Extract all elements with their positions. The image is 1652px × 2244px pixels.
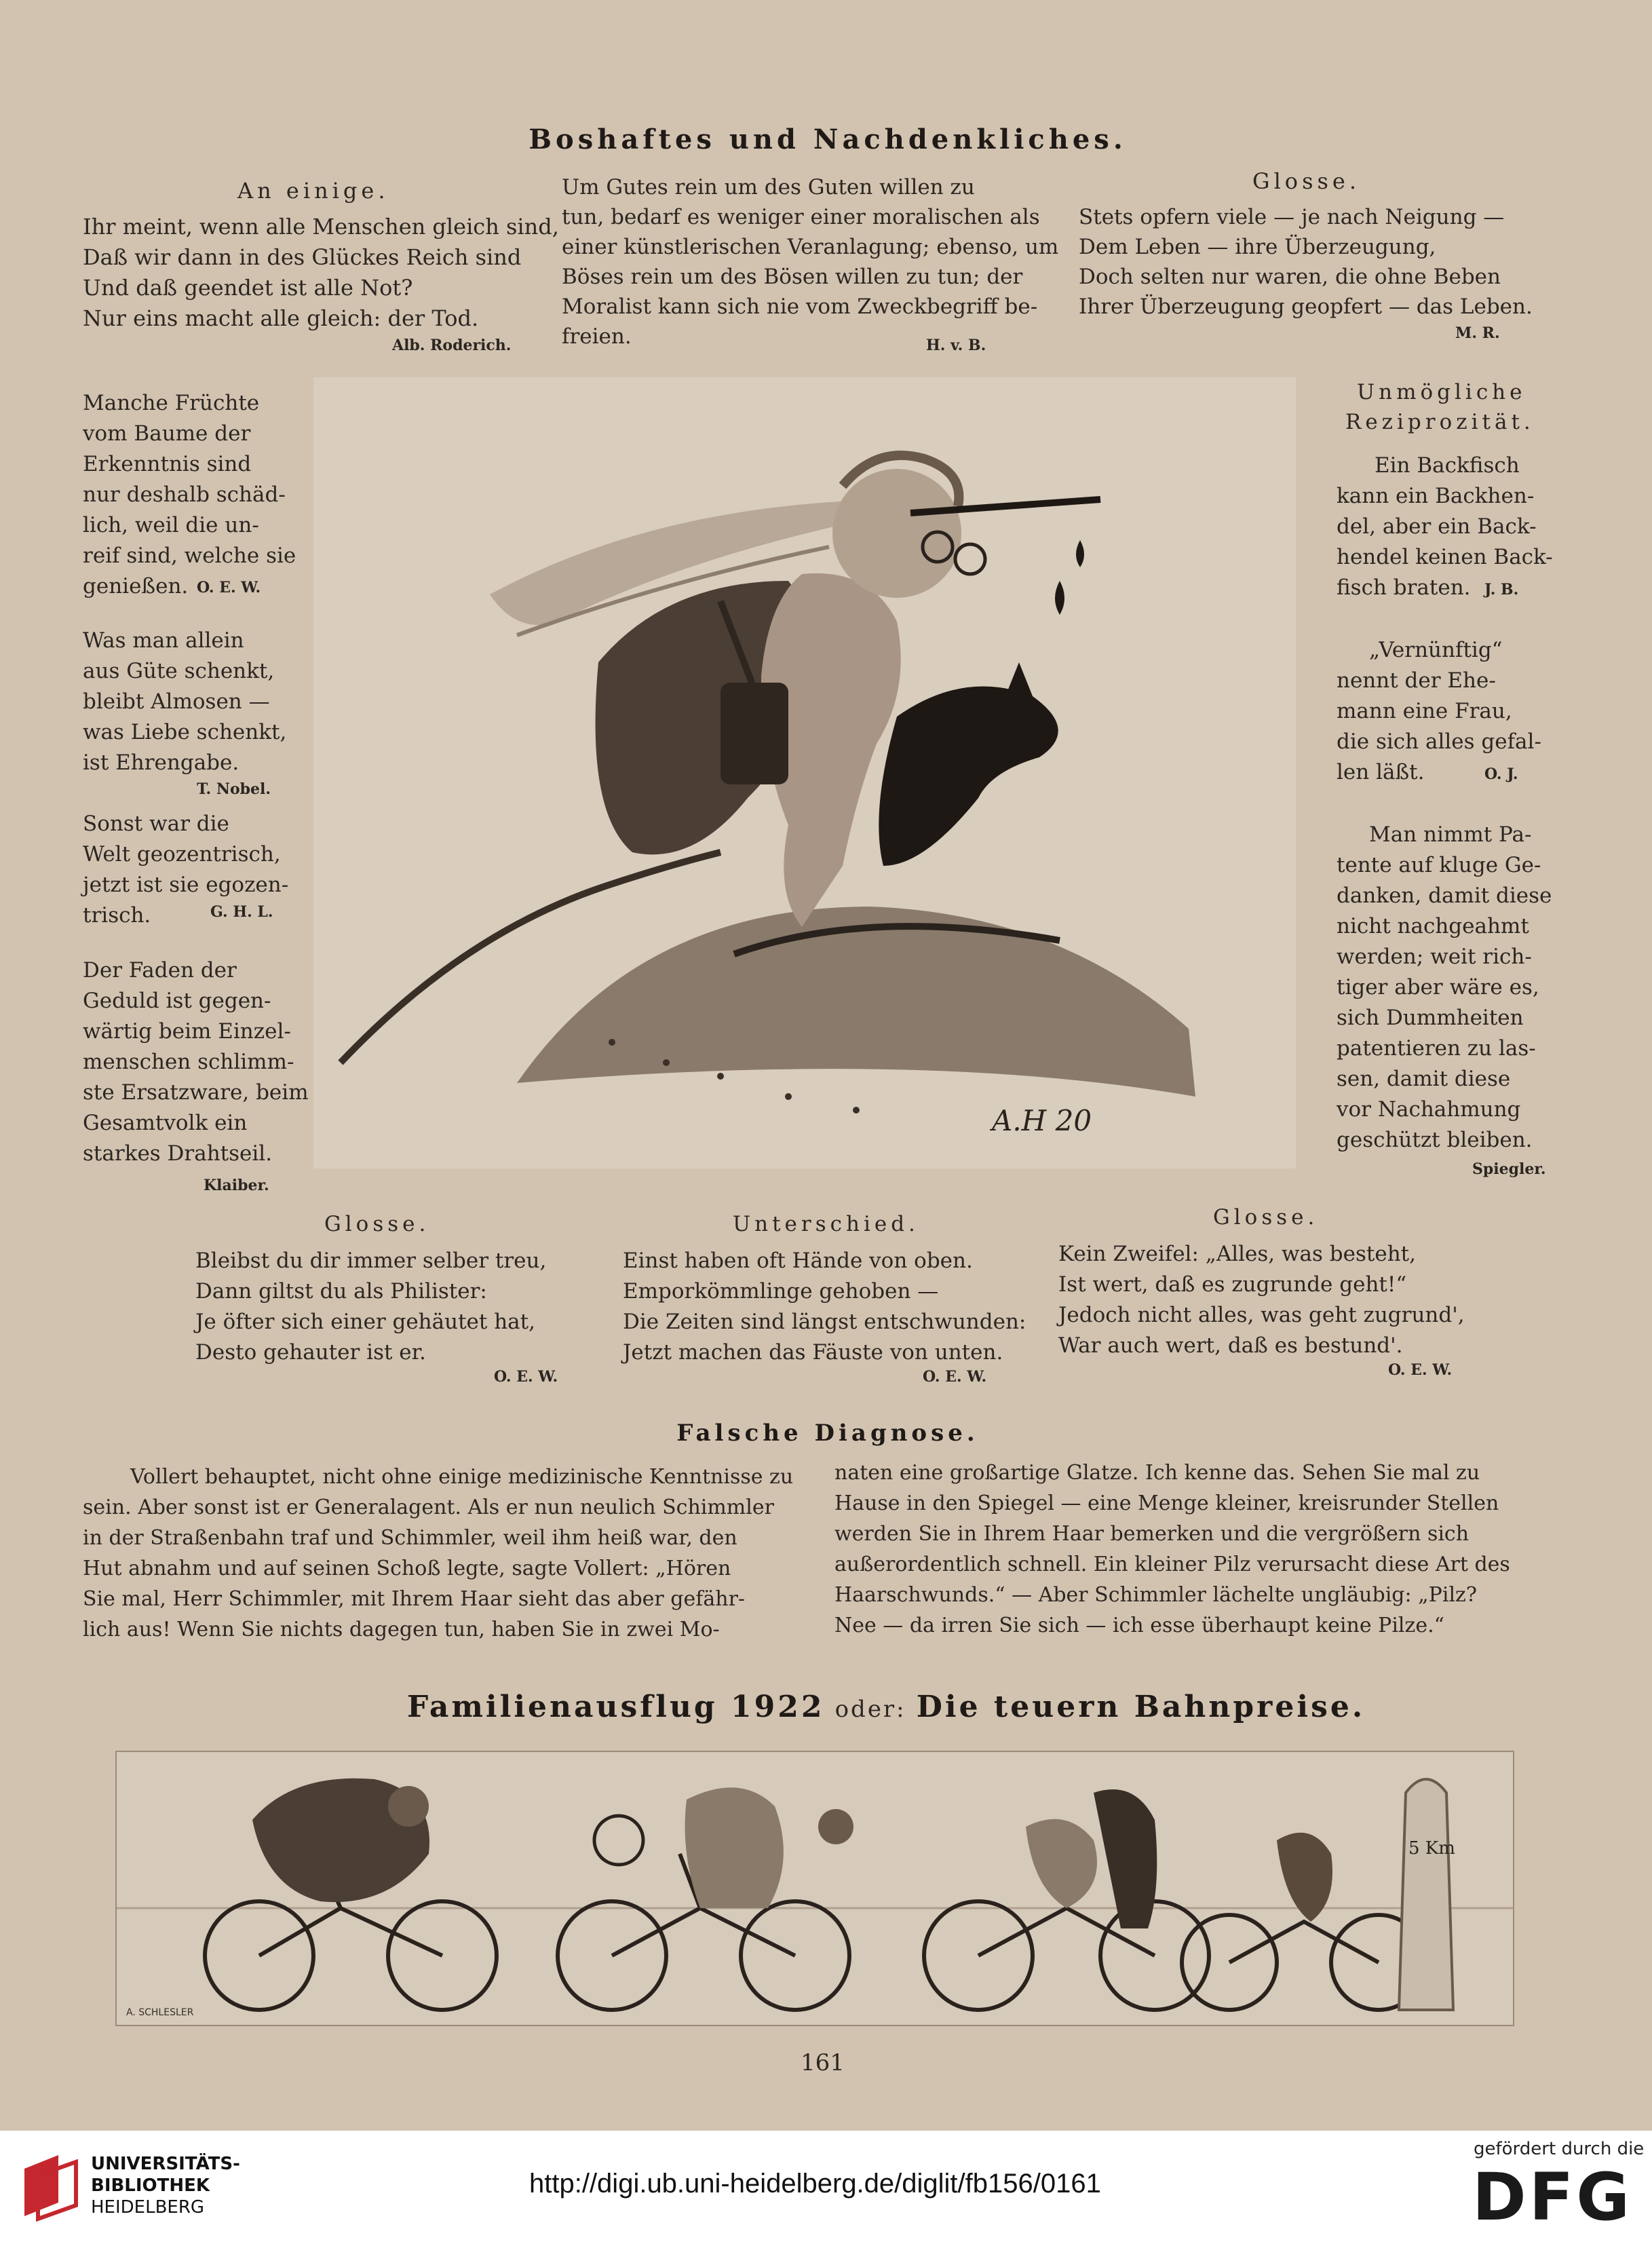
text-line: kann ein Backhen- — [1337, 484, 1535, 508]
story-left-column — [83, 1462, 795, 1645]
signature: O. J. — [1484, 765, 1518, 783]
bicycle-cartoon-strip — [115, 1751, 1514, 2026]
signature: Spiegler. — [1472, 1160, 1546, 1178]
poem-line: Einst haben oft Hände von oben. — [623, 1249, 973, 1273]
poem-line: Doch selten nur waren, die ohne Beben — [1079, 265, 1501, 289]
signature: H. v. B. — [926, 337, 986, 354]
poem-line: Jedoch nicht alles, was geht zugrund', — [1058, 1303, 1465, 1327]
aphorism-almosen — [83, 626, 286, 778]
text-line: Vollert behauptet, nicht ohne einige medizinische Kenntnisse zu — [130, 1465, 794, 1489]
poem-glosse-2 — [195, 1246, 546, 1368]
poem-line: Ihr meint, wenn alle Menschen gleich sind, — [83, 214, 559, 240]
poem-line: Dann giltst du als Philister: — [195, 1279, 487, 1304]
aphorism-backfisch — [1337, 451, 1553, 603]
page-number: 161 — [801, 2049, 845, 2076]
text-line: außerordentlich schnell. Ein kleiner Pilz verursacht diese Art des — [834, 1553, 1510, 1576]
text-line: geschützt bleiben. — [1337, 1128, 1533, 1152]
text-line: Der Faden der — [83, 958, 237, 983]
poem-heading-an-einige: An einige. — [237, 178, 389, 204]
text-line: Nee — da irren Sie sich — ich esse überhaupt keine Pilze.“ — [834, 1614, 1444, 1637]
aphorism-faden — [83, 955, 309, 1169]
library-name-line1: UNIVERSITÄTS- — [91, 2154, 240, 2174]
central-illustration — [313, 377, 1296, 1168]
digitization-footer — [0, 2131, 1652, 2244]
milestone-label: 5 Km — [1408, 1838, 1455, 1859]
text-line: Haarschwunds.“ — Aber Schimmler lächelte ungläubig: „Pilz? — [834, 1583, 1477, 1607]
text-line: einer künstlerischen Veranlagung; ebenso, um — [562, 235, 1059, 259]
poem-heading-glosse: Glosse. — [1252, 168, 1361, 194]
cartoon-heading — [407, 1690, 1366, 1724]
text-line: patentieren zu las- — [1337, 1036, 1536, 1061]
poem-line: Stets opfern viele — je nach Neigung — — [1079, 205, 1505, 229]
bicycle-group-1 — [205, 1779, 497, 2010]
text-line: fisch braten. — [1337, 575, 1471, 600]
poem-unterschied — [623, 1246, 1026, 1368]
permalink-url[interactable]: http://digi.ub.uni-heidelberg.de/diglit/fb156/0161 — [529, 2169, 1101, 2199]
text-line: lich aus! Wenn Sie nichts dagegen tun, haben Sie in zwei Mo- — [83, 1618, 720, 1641]
signature: O. E. W. — [923, 1368, 987, 1386]
signature: G. H. L. — [210, 903, 273, 921]
poem-glosse-1 — [1079, 202, 1533, 322]
text-line: „Vernünftig“ — [1369, 638, 1503, 662]
dfg-logo[interactable]: DFG — [1472, 2159, 1633, 2235]
poem-line: Bleibst du dir immer selber treu, — [195, 1249, 547, 1273]
text-line: Ein Backfisch — [1375, 453, 1520, 478]
cartoon-heading-oder: oder: — [834, 1696, 906, 1723]
cartoon-heading-part2: Die teuern Bahnpreise. — [916, 1690, 1366, 1724]
text-line: in der Straßenbahn traf und Schimmler, weil ihm heiß war, den — [83, 1526, 737, 1550]
cartoon-heading-part1: Familienausflug 1922 — [407, 1690, 825, 1724]
poem-heading-unterschied: Unterschied. — [733, 1212, 919, 1236]
text-line: Hut abnahm und auf seinen Schoß legte, sagte Vollert: „Hören — [83, 1557, 731, 1580]
text-line: vom Baume der — [83, 421, 251, 446]
text-line: die sich alles gefal- — [1337, 729, 1541, 754]
cherub-on-hobbyhorse-drawing — [313, 377, 1296, 1168]
poem-line: Dem Leben — ihre Überzeugung, — [1079, 235, 1436, 259]
signature: O. E. W. — [197, 579, 261, 596]
text-line: trisch. — [83, 903, 151, 928]
text-line: Gesamtvolk ein — [83, 1111, 248, 1135]
text-line: tiger aber wäre es, — [1337, 975, 1539, 1000]
text-line: werden; weit rich- — [1337, 945, 1532, 969]
text-line: sen, damit diese — [1337, 1067, 1511, 1091]
text-line: sein. Aber sonst ist er Generalagent. Als er nun neulich Schimmler — [83, 1496, 774, 1519]
heading-reziprozitaet: Reziprozität. — [1345, 410, 1535, 434]
signature: T. Nobel. — [197, 780, 271, 798]
library-logo-icon — [18, 2148, 83, 2223]
text-line: danken, damit diese — [1337, 883, 1552, 908]
text-line: nennt der Ehe- — [1337, 668, 1496, 693]
signature: J. B. — [1484, 581, 1519, 598]
text-line: lich, weil die un- — [83, 513, 259, 537]
signature: O. E. W. — [1388, 1361, 1453, 1379]
text-line: Sonst war die — [83, 812, 229, 836]
poem-glosse-3 — [1058, 1239, 1465, 1361]
text-line: starkes Drahtseil. — [83, 1141, 273, 1166]
text-line: del, aber ein Back- — [1337, 514, 1537, 539]
poem-line: Die Zeiten sind längst entschwunden: — [623, 1310, 1026, 1334]
text-line: ist Ehrengabe. — [83, 750, 239, 775]
text-line: Moralist kann sich nie vom Zweckbegriff be- — [562, 294, 1038, 319]
text-line: vor Nachahmung — [1337, 1097, 1521, 1122]
poem-heading-glosse: Glosse. — [1213, 1205, 1319, 1230]
text-line: wärtig beim Einzel- — [83, 1019, 291, 1044]
bicycle-group-4 — [1182, 1833, 1426, 2010]
text-line: reif sind, welche sie — [83, 544, 296, 568]
text-line: Was man allein — [83, 628, 244, 653]
text-line: len läßt. — [1337, 760, 1425, 784]
poem-line: Emporkömmlinge gehoben — — [623, 1279, 939, 1304]
aphorism-patente — [1337, 820, 1552, 1156]
funding-label: gefördert durch die — [1474, 2139, 1645, 2159]
text-line: hendel keinen Back- — [1337, 545, 1553, 569]
poem-heading-glosse: Glosse. — [324, 1212, 430, 1236]
text-line: Welt geozentrisch, — [83, 842, 281, 867]
poem-line: Je öfter sich einer gehäutet hat, — [195, 1310, 535, 1334]
library-name-line2: BIBLIOTHEK — [91, 2175, 210, 2196]
text-line: Manche Früchte — [83, 391, 260, 415]
text-line: Erkenntnis sind — [83, 452, 252, 476]
bicycle-group-3 — [924, 1789, 1209, 2010]
heading-unmoegliche: Unmögliche — [1357, 380, 1526, 404]
signature: O. E. W. — [494, 1368, 558, 1386]
text-line: Böses rein um des Bösen willen zu tun; der — [562, 265, 1023, 289]
bicycle-group-2 — [558, 1787, 853, 2010]
ub-heidelberg-logo[interactable] — [18, 2148, 242, 2223]
poem-line: Jetzt machen das Fäuste von unten. — [623, 1340, 1003, 1365]
text-line: tente auf kluge Ge- — [1337, 853, 1541, 877]
text-line: nicht nachgeahmt — [1337, 914, 1529, 938]
library-name-line3: HEIDELBERG — [91, 2197, 205, 2218]
signature: Klaiber. — [204, 1177, 269, 1194]
signature: M. R. — [1455, 324, 1500, 342]
text-line: werden Sie in Ihrem Haar bemerken und die vergrößern sich — [834, 1522, 1469, 1546]
poem-line: Nur eins macht alle gleich: der Tod. — [83, 305, 479, 331]
text-line: ste Ersatzware, beim — [83, 1080, 309, 1105]
poem-line: War auch wert, daß es bestund'. — [1058, 1333, 1403, 1358]
poem-line: Ist wert, daß es zugrunde geht!“ — [1058, 1272, 1407, 1297]
story-right-column — [834, 1458, 1574, 1641]
poem-line: Und daß geendet ist alle Not? — [83, 275, 413, 301]
text-line: mann eine Frau, — [1337, 699, 1512, 723]
aphorism-gutes — [562, 172, 1059, 351]
poem-line: Daß wir dann in des Glückes Reich sind — [83, 244, 522, 270]
text-line: menschen schlimm- — [83, 1050, 294, 1074]
illustration-artist-mark: A.H 20 — [992, 1104, 1092, 1137]
text-line: was Liebe schenkt, — [83, 720, 287, 744]
story-heading: Falsche Diagnose. — [676, 1420, 979, 1447]
text-line: Geduld ist gegen- — [83, 989, 271, 1013]
poem-line: Kein Zweifel: „Alles, was besteht, — [1058, 1242, 1416, 1266]
signature: Alb. Roderich. — [392, 337, 512, 354]
text-line: jetzt ist sie egozen- — [83, 873, 289, 897]
text-line: aus Güte schenkt, — [83, 659, 275, 683]
text-line: bleibt Almosen — — [83, 689, 270, 714]
text-line: naten eine großartige Glatze. Ich kenne das. Sehen Sie mal zu — [834, 1461, 1480, 1485]
aphorism-fruechte — [83, 388, 296, 602]
cyclists-drawing — [117, 1752, 1513, 2025]
poem-line: Ihrer Überzeugung geopfert — das Leben. — [1079, 294, 1533, 319]
text-line: sich Dummheiten — [1337, 1006, 1524, 1030]
text-line: Sie mal, Herr Schimmler, mit Ihrem Haar sieht das aber gefähr- — [83, 1587, 746, 1611]
text-line: genießen. — [83, 574, 189, 598]
poem-line: Desto gehauter ist er. — [195, 1340, 426, 1365]
text-line: freien. — [562, 324, 632, 349]
poem-an-einige — [83, 212, 559, 334]
text-line: Hause in den Spiegel — eine Menge kleiner, kreisrunder Stellen — [834, 1491, 1499, 1515]
text-line: Um Gutes rein um des Guten willen zu — [562, 175, 975, 199]
text-line: nur deshalb schäd- — [83, 482, 286, 507]
text-line: Man nimmt Pa- — [1369, 822, 1532, 847]
page-title: Boshaftes und Nachdenkliches. — [529, 123, 1127, 155]
strip-artist-mark: A. SCHLESLER — [126, 2007, 194, 2018]
text-line: tun, bedarf es weniger einer moralischen als — [562, 205, 1040, 229]
